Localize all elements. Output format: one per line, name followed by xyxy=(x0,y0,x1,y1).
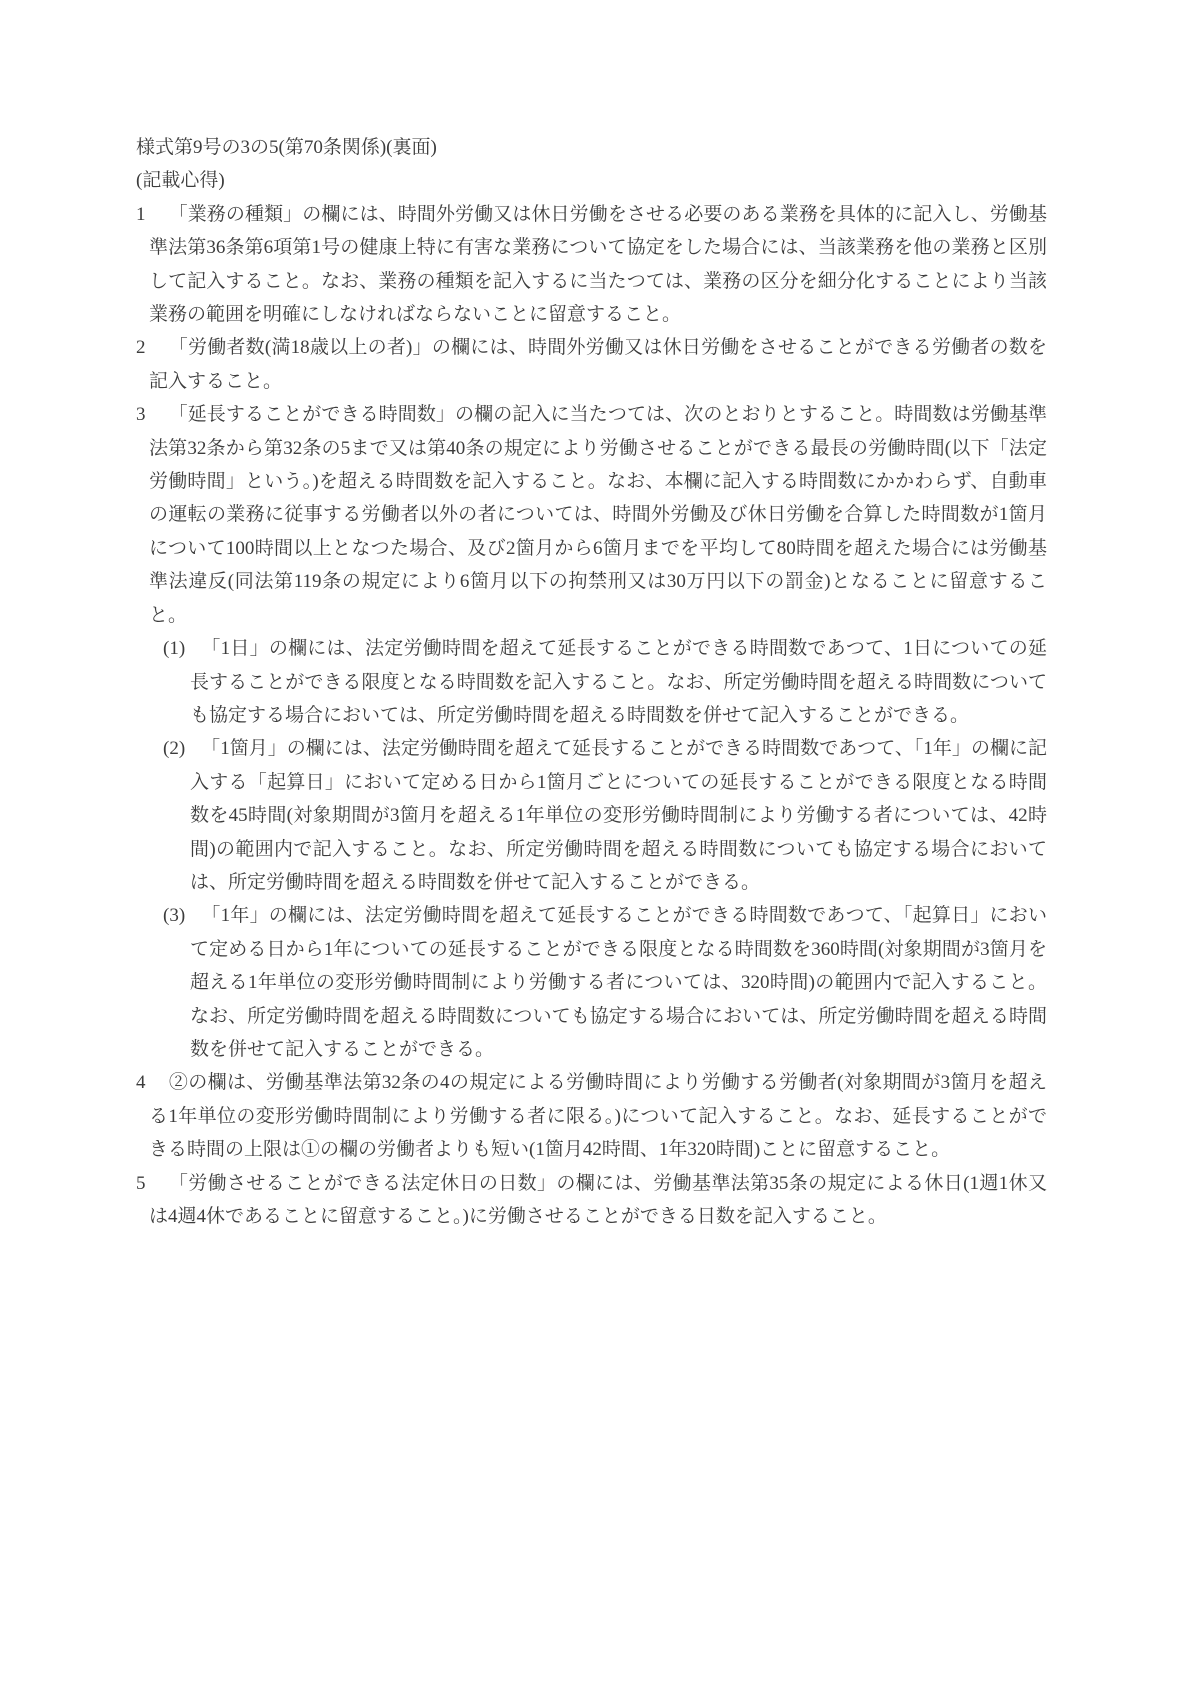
subitem-number: (1) xyxy=(163,638,186,660)
item-text: 「労働させることができる法定休日の日数」の欄には、労働基準法第35条の規定による休日(1週1休又は4週4休であることに留意すること。)に労働させることができる日数を記入すること。 xyxy=(149,1172,1047,1227)
form-title: 様式第9号の3の5(第70条関係)(裏面) xyxy=(136,137,437,158)
list-item-3 xyxy=(136,398,1047,632)
item-number: 1 xyxy=(136,203,146,225)
item-text: 「業務の種類」の欄には、時間外労働又は休日労働をさせる必要のある業務を具体的に記入し、労働基準法第36条第6項第1号の健康上特に有害な業務について協定をした場合には、当該業務を他の業務と区別して記入すること。なお、業務の種類を記入するに当たつては、業務の区分を細分化することにより当該業務の範囲を明確にしなければならないことに留意すること。 xyxy=(149,203,1047,326)
item-text: 「延長することができる時間数」の欄の記入に当たつては、次のとおりとすること。時間数は労働基準法第32条から第32条の5まで又は第40条の規定により労働させることができる最長の労働時間(以下「法定労働時間」という。)を超える時間数を記入すること。なお、本欄に記入する時間数にかかわらず、自動車の運転の業務に従事する労働者以外の者については、時間外労働及び休日労働を合算した時間数が1箇月について100時間以上となつた場合、及び2箇月から6箇月までを平均して80時間を超えた場合には労働基準法違反(同法第119条の規定により6箇月以下の拘禁刑又は30万円以下の罰金)となることに留意すること。 xyxy=(149,404,1047,626)
list-item-3-sub-3 xyxy=(163,899,1047,1066)
item-number: 5 xyxy=(136,1172,146,1194)
item-text: 「労働者数(満18歳以上の者)」の欄には、時間外労働又は休日労働をさせることができる労働者の数を記入すること。 xyxy=(149,337,1047,392)
list-item-4 xyxy=(136,1066,1047,1166)
subitem-number: (2) xyxy=(163,738,186,760)
item-text: ②の欄は、労働基準法第32条の4の規定による労働時間により労働する労働者(対象期間が3箇月を超える1年単位の変形労働時間制により労働する者に限る。)について記入すること。なお、延長することができる時間の上限は①の欄の労働者よりも短い(1箇月42時間、1年320時間)ことに留意すること。 xyxy=(149,1072,1047,1161)
list-item-3-sub-1 xyxy=(163,632,1047,732)
subitem-text: 「1日」の欄には、法定労働時間を超えて延長することができる時間数であつて、1日についての延長することができる限度となる時間数を記入すること。なお、所定労働時間を超える時間数についても協定する場合においては、所定労働時間を超える時間数を併せて記入することができる。 xyxy=(190,638,1047,726)
list-item-3-sub-2 xyxy=(163,732,1047,899)
subitem-text: 「1箇月」の欄には、法定労働時間を超えて延長することができる時間数であつて、「1年」の欄に記入する「起算日」において定める日から1箇月ごとについての延長することができる限度となる時間数を45時間(対象期間が3箇月を超える1年単位の変形労働時間制により労働する者については、42時間)の範囲内で記入すること。なお、所定労働時間を超える時間数についても協定する場合においては、所定労働時間を超える時間数を併せて記入することができる。 xyxy=(190,738,1047,893)
item-number: 2 xyxy=(136,337,146,359)
list-item-5 xyxy=(136,1167,1047,1234)
item-number: 3 xyxy=(136,404,146,426)
subitem-number: (3) xyxy=(163,905,186,927)
item-number: 4 xyxy=(136,1072,146,1094)
list-item-1 xyxy=(136,198,1047,332)
subitem-text: 「1年」の欄には、法定労働時間を超えて延長することができる時間数であつて、「起算日」において定める日から1年についての延長することができる限度となる時間数を360時間(対象期間が3箇月を超える1年単位の変形労働時間制により労働する者については、320時間)の範囲内で記入すること。なお、所定労働時間を超える時間数についても協定する場合においては、所定労働時間を超える時間数を併せて記入することができる。 xyxy=(190,905,1047,1060)
list-item-2 xyxy=(136,331,1047,398)
notes-heading: (記載心得) xyxy=(136,170,225,192)
